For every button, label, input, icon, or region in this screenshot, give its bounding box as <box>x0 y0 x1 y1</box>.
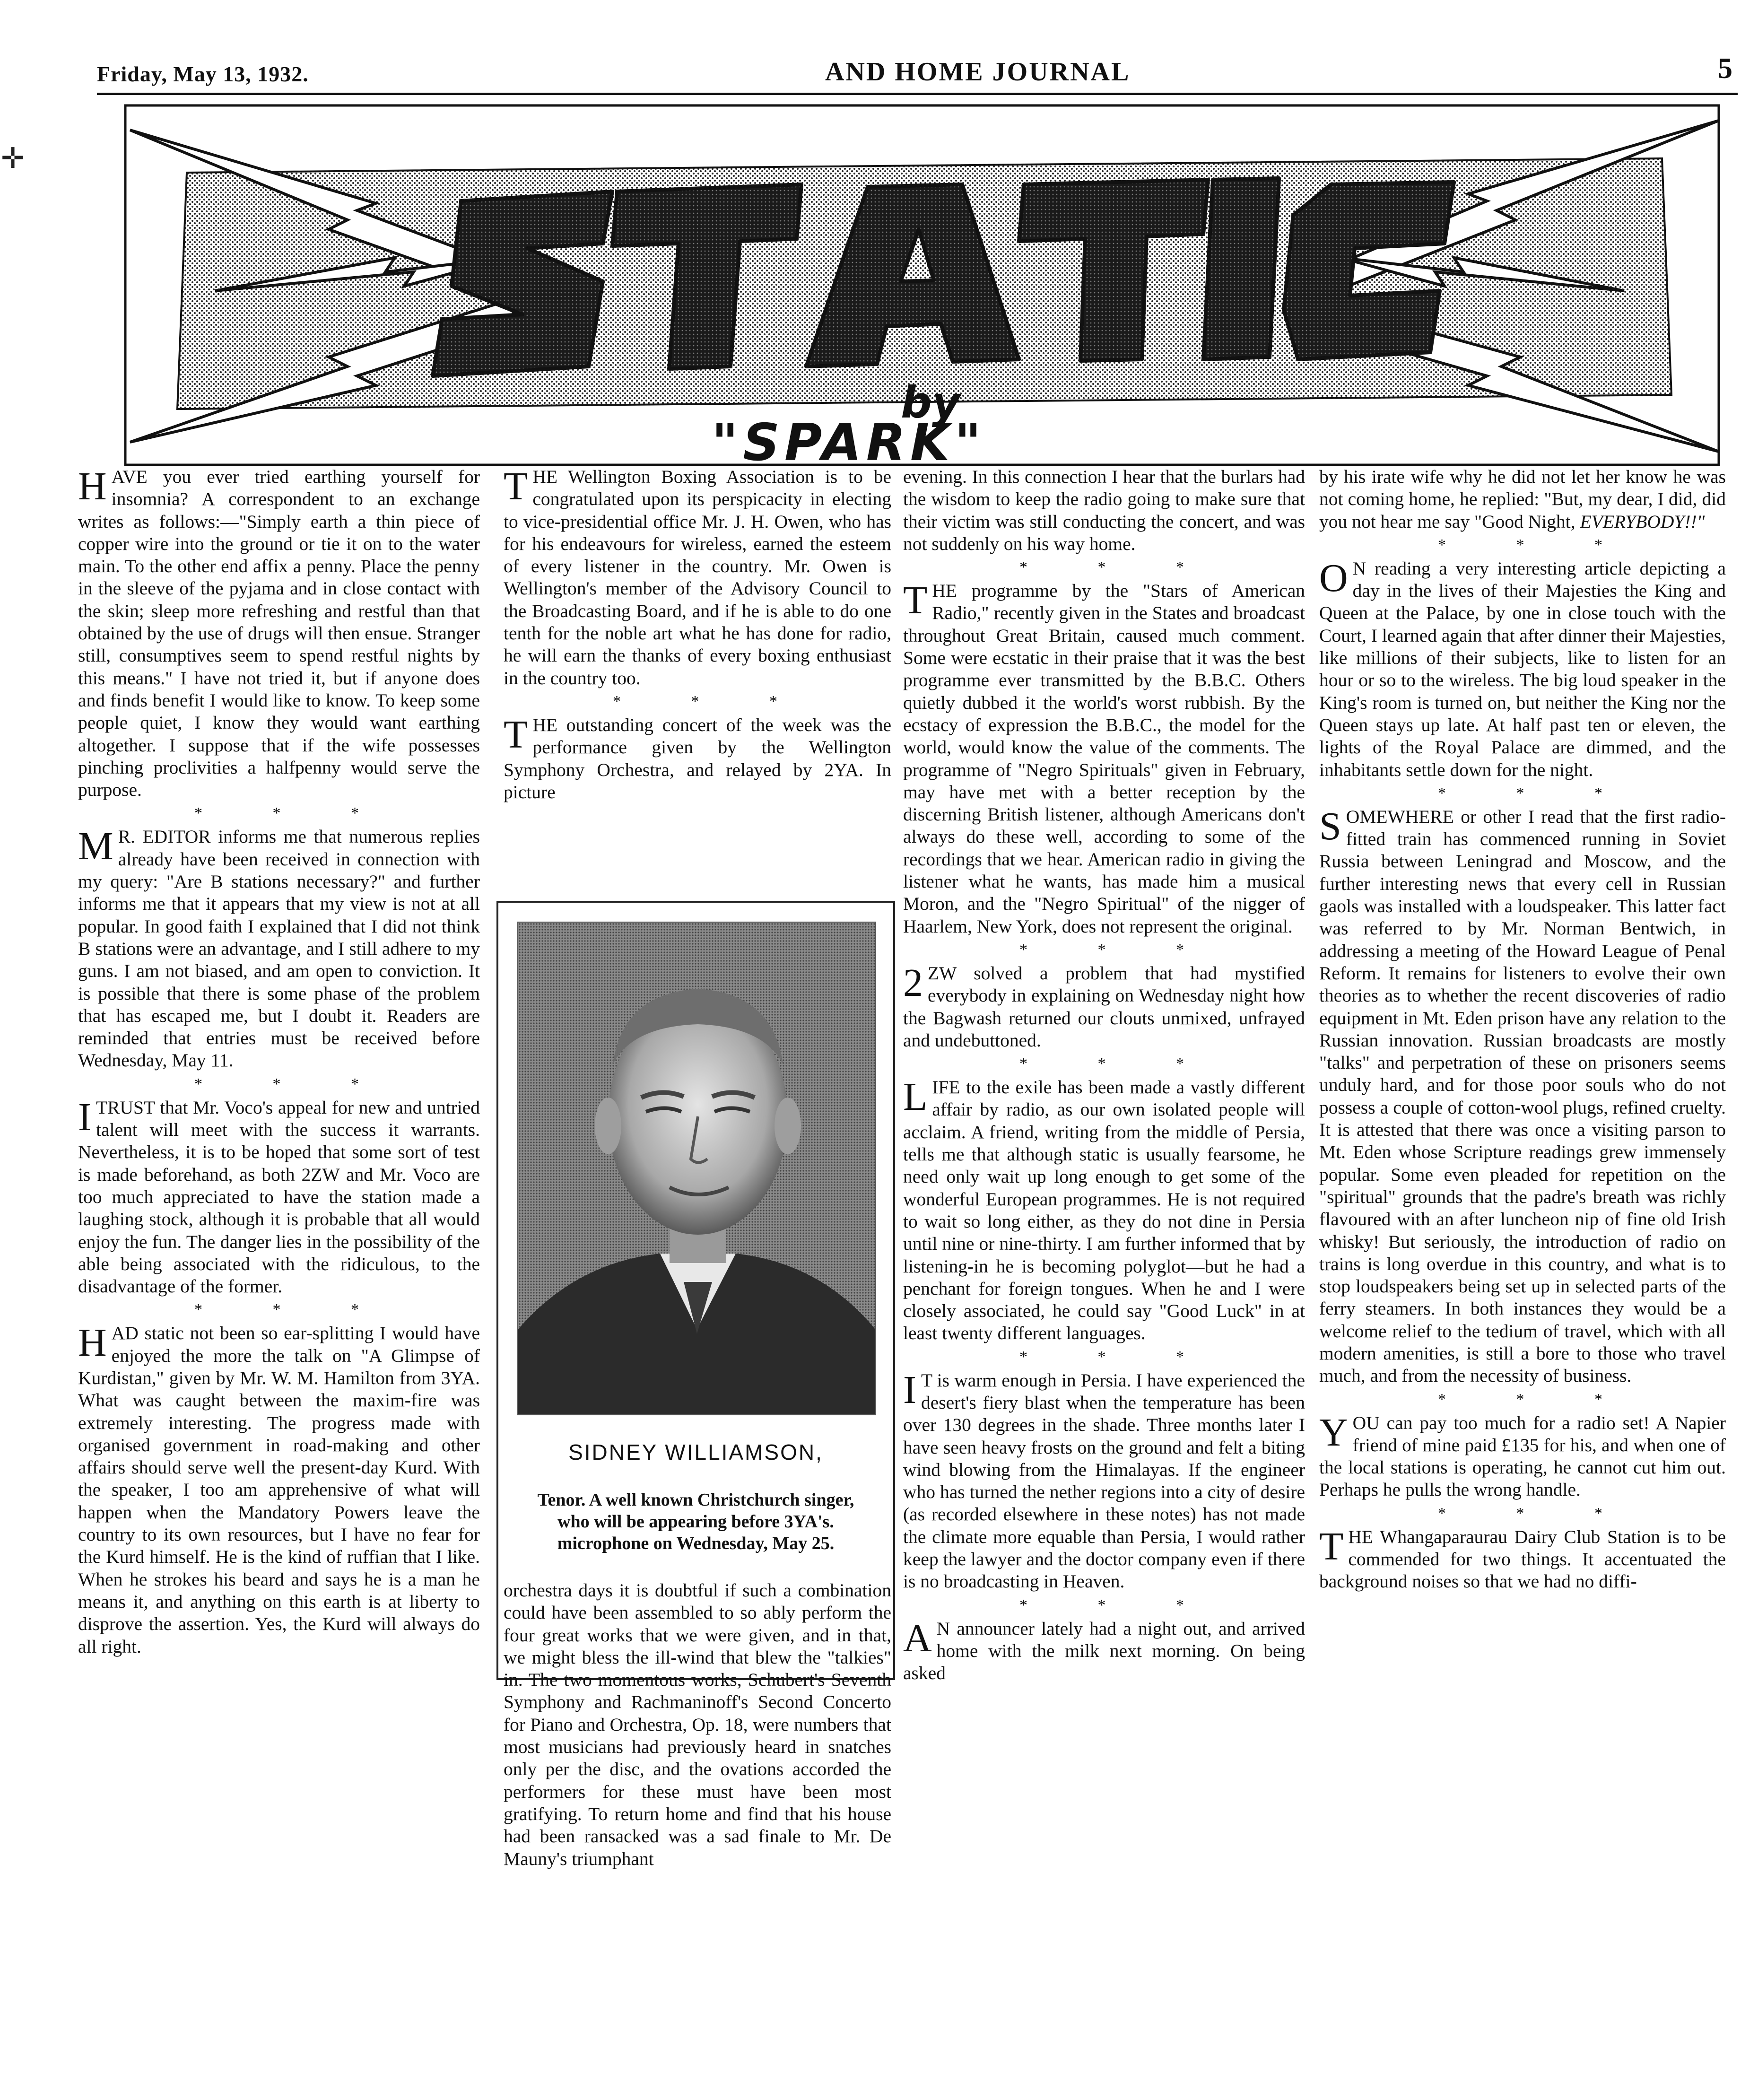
margin-cross-mark: ✛ <box>1 142 25 175</box>
article-concert-continued: orchestra days it is doubtful if such a combination could have been assembled to so ably perform the four great works that we were given, and in that, we might bless the ill-wind that blew the "talkies" in. The two momentous works, Schubert's Seventh Symphony and Rachmaninoff's Second Concerto for Piano and Orchestra, Op. 18, were numbers that most musicians had previously heard in snatches only per the disc, and the ovations accorded the performers for these must have been most gratifying. To return home and find that his house had been ransacked was a sad finale to Mr. De Mauny's triumphant <box>504 1580 891 1869</box>
drop-cap: I <box>78 1095 91 1139</box>
article-text: HE Whangaparaurau Dairy Club Station is to be commended for two things. It accentuated the background noises so that we had no diffi- <box>1319 1526 1726 1592</box>
article-stars-of-american-radio <box>903 580 1305 938</box>
article-announcer <box>903 1618 1305 1685</box>
issue-date: Friday, May 13, 1932. <box>97 62 309 86</box>
banner-artwork <box>102 102 1742 471</box>
article-text: HE programme by the "Stars of American Radio," recently given in the States and broadcast throughout Great Britain, caused much comment. Some were ecstatic in their praise that it was the best programme ever transmitted by the B.B.C. Others quietly dubbed it the world's worst rubbish. By the ecstacy of expression the B.B.C., the model for the world, would know the value of the comments. The programme of "Negro Spirituals" given in February, may have met with a better reception by the discerning British listener, although Americans don't always do these well, according to some of the recordings that we hear. American radio in giving the listener what he wants, has made him a musical Moron, and the "Negro Spiritual" of the nigger of Haarlem, New York, does not represent the original. <box>903 580 1305 937</box>
article-voco <box>78 1097 480 1298</box>
column-2 <box>504 466 891 803</box>
section-separator: * * * <box>1019 558 1217 576</box>
drop-cap: 2 <box>903 960 923 1005</box>
section-separator: * * * <box>613 692 810 710</box>
drop-cap: S <box>1319 804 1341 848</box>
section-separator: * * * <box>1019 1348 1217 1366</box>
article-palace <box>1319 558 1726 781</box>
article-text: IFE to the exile has been made a vastly different affair by radio, as our own isolated people will acclaim. A friend, writing from the middle of Persia, tells me that although static is usually fearsome, he need only wait up long enough to get some of the wonderful European programmes. He is not required to wait so long either, as they do not dine in Persia until nine or nine-thirty. I am further informed that by listening-in he is becoming polyglot—but he had a penchant for foreign tongues. When he and I were closely associated, he could say "Good Luck" in at least twenty different languages. <box>903 1077 1305 1344</box>
section-separator: * * * <box>194 1301 392 1319</box>
photo-box <box>496 901 895 1680</box>
article-text: ZW solved a problem that had mystified everybody in explaining on Wednesday night how the Bagwash returned our clouts unmixed, unfrayed and undebuttoned. <box>903 962 1305 1051</box>
article-persia <box>903 1369 1305 1593</box>
drop-cap: I <box>903 1368 916 1412</box>
drop-cap: T <box>903 578 928 623</box>
article-text: T is warm enough in Persia. I have experienced the desert's fiery blast when the temperature has been over 130 degrees in the shade. Three months later I have seen heavy frosts on the ground and felt a biting wind blowing from the Himalayas. If the engineer who has turned the nether regions into a city of desire (as recorded elsewhere in these notes) has not made the climate more equable than Persia, I would rather keep the lawyer and the doctor company even if there is no broadcasting in Heaven. <box>903 1369 1305 1592</box>
article-dairy-club <box>1319 1526 1726 1593</box>
drop-cap: M <box>78 824 113 869</box>
announcer-ending: EVERYBODY!!" <box>1580 511 1705 532</box>
announcer-continued-text: by his irate wife why he did not let her know he was not coming home, he replied: "But, my dear, I did, did you not hear me say "Good Night, <box>1319 466 1726 532</box>
drop-cap: O <box>1319 556 1348 600</box>
article-editor <box>78 826 480 1072</box>
drop-cap: T <box>504 712 528 757</box>
article-announcer-continued <box>1319 466 1726 533</box>
section-separator: * * * <box>1438 784 1636 802</box>
section-separator: * * * <box>1438 1390 1636 1408</box>
running-head <box>97 52 1742 95</box>
portrait-photo <box>517 922 876 1415</box>
column-1 <box>78 466 480 1658</box>
article-text: N reading a very interesting article depicting a day in the lives of their Majesties the King and Queen at the Palace, by one in close touch with the Court, I learned again that after dinner their Majesties, like millions of their subjects, like to listen for an hour or so to the wireless. The big loud speaker in the King's room is turned on, but neither the King nor the Queen stays up late. At half past ten or eleven, the lights of the Royal Palace are dimmed, and the inhabitants settle down for the night. <box>1319 558 1726 780</box>
drop-cap: L <box>903 1075 928 1119</box>
photo-caption-name: SIDNEY WILLIAMSON, <box>568 1440 823 1464</box>
article-exile <box>903 1076 1305 1345</box>
article-text: TRUST that Mr. Voco's appeal for new and untried talent will meet with the success it warrants. Nevertheless, it is to be hoped that some sort of test is made beforehand, as both 2ZW and Mr. Voco are too much appreciated to have the station made a laughing stock, although it is probable that all would enjoy the fun. The danger lies in the possibility of the able being associated with the ridiculous, to the disadvantage of the former. <box>78 1097 480 1297</box>
article-text: OU can pay too much for a radio set! A Napier friend of mine paid £135 for his, and when one of the local stations is operating, he cannot cut him out. Perhaps he pulls the wrong handle. <box>1319 1412 1726 1500</box>
journal-title: AND HOME JOURNAL <box>825 57 1131 87</box>
banner-by: by <box>901 377 960 428</box>
article-bagwash <box>903 962 1305 1052</box>
column-3 <box>903 466 1305 1685</box>
article-text: N announcer lately had a night out, and arrived home with the milk next morning. On being asked <box>903 1618 1305 1684</box>
drop-cap: T <box>504 464 528 508</box>
article-text: HE outstanding concert of the week was the performance given by the Wellington Symphony Orchestra, and relayed by 2YA. In picture <box>504 714 891 802</box>
column-4 <box>1319 466 1726 1593</box>
section-separator: * * * <box>194 1075 392 1093</box>
section-separator: * * * <box>1438 536 1636 554</box>
drop-cap: A <box>903 1616 932 1660</box>
portrait-image <box>518 923 875 1414</box>
article-text: HE Wellington Boxing Association is to be congratulated upon its perspicacity in electing to vice-presidential office Mr. J. H. Owen, who has for his endeavours for wireless, earned the esteem of every listener in the country. Mr. Owen is Wellington's member of the Advisory Council to the Broadcasting Board, and if he is able to do one tenth for the noble art what he has done for radio, he will earn the thanks of every boxing enthusiast in the country too. <box>504 466 891 688</box>
article-napier <box>1319 1412 1726 1501</box>
section-separator: * * * <box>1019 941 1217 959</box>
section-separator: * * * <box>194 804 392 822</box>
page-number: 5 <box>1718 52 1733 85</box>
article-boxing <box>504 466 891 689</box>
section-separator: * * * <box>1438 1504 1636 1522</box>
drop-cap: H <box>78 464 107 508</box>
drop-cap: H <box>78 1321 107 1365</box>
article-insomnia <box>78 466 480 801</box>
header-rule <box>97 93 1738 95</box>
article-text: R. EDITOR informs me that numerous replies already have been received in connection with my query: "Are B stations necessary?" and further informs me that it appears that my view is not at all popular. In good faith I explained that I did not think B stations were an advantage, and I still adhere to my guns. I am not biased, and am open to conviction. It is possible that there is some phase of the problem that has escaped me, but I doubt it. Readers are reminded that entries must be received before Wednesday, May 11. <box>78 826 480 1071</box>
section-separator: * * * <box>1019 1055 1217 1073</box>
drop-cap: Y <box>1319 1410 1348 1455</box>
article-text: OMEWHERE or other I read that the first radio-fitted train has commenced running in Soviet Russia between Leningrad and Moscow, and the further interesting news that every cell in Russian gaols was installed with a loudspeaker. This latter fact was referred to by Mr. Norman Bentwich, in addressing a meeting of the Howard League of Penal Reform. It remains for listeners to evolve their own theories as to whether the recent discoveries of radio equipment in Mt. Eden prison have any relation to the Russian innovation. Russian broadcasts are mostly "talks" and perpetration of these on prisoners seems unduly hard, and for those poor souls who do not possess a couple of cotton-wool plugs, refined cruelty. It is attested that there was once a visiting parson to Mt. Eden whose Scripture readings grew immensely popular. Some even pleaded for repetition on the "spiritual" grounds that the padre's breath was richly flavoured with an after luncheon nip of fine old Irish whisky! But seriously, the introduction of radio on trains is long overdue in this country, and what is to stop loudspeakers being set up in selected parts of the ferry steamers. In both instances they would be a welcome relief to the tedium of travel, which with all modern amenities, is still a bore to those who travel much, and from the necessity of business. <box>1319 806 1726 1386</box>
banner-author: "SPARK" <box>712 413 986 471</box>
article-burglars: evening. In this connection I hear that the burlars had the wisdom to keep the radio going to make sure that their victim was still conducting the concert, and was not suddenly on his way home. <box>903 466 1305 554</box>
article-soviet-radio <box>1319 806 1726 1387</box>
article-text: AVE you ever tried earthing yourself for insomnia? A correspondent to an exchange writes as follows:—"Simply earth a thin piece of copper wire into the ground or tie it on to the water main. To the other end affix a penny. Place the penny in the sleeve of the pyjama and in close contact with the skin; sleep more refreshing and restful than that obtained by the use of drugs will then ensue. Stranger still, consumptives seem to spend restful nights by this means." I have not tried it, but if anyone does and finds benefit I would like to know. To keep some people quiet, I know they would want earthing altogether. I suppose that if the wife possesses pinching proclivities a halfpenny would serve the purpose. <box>78 466 480 801</box>
static-banner <box>102 102 1742 471</box>
column-2-continued <box>504 1579 891 1870</box>
drop-cap: T <box>1319 1524 1344 1568</box>
article-concert <box>504 714 891 803</box>
section-separator: * * * <box>1019 1596 1217 1614</box>
article-text: AD static not been so ear-splitting I would have enjoyed the more the talk on "A Glimpse of Kurdistan," given by Mr. W. M. Hamilton from 3YA. What was caught between the maxim-fire was extremely interesting. The progress made with organised government in road-making and other affairs should serve well the present-day Kurd. With the speaker, I too am apprehensive of what will happen when the Mandatory Powers leave the country to its own resources, but I have no fear for the Kurd himself. He is the kind of ruffian that I like. When he strokes his beard and says he is a man he means it, and anything on this earth is at liberty to disprove the assertion. Yes, the Kurd will always do all right. <box>78 1323 480 1657</box>
photo-caption-text: Tenor. A well known Christchurch singer, who will be appearing before 3YA's. microphone on Wednesday, May 25. <box>537 1490 854 1553</box>
article-kurdistan <box>78 1322 480 1657</box>
